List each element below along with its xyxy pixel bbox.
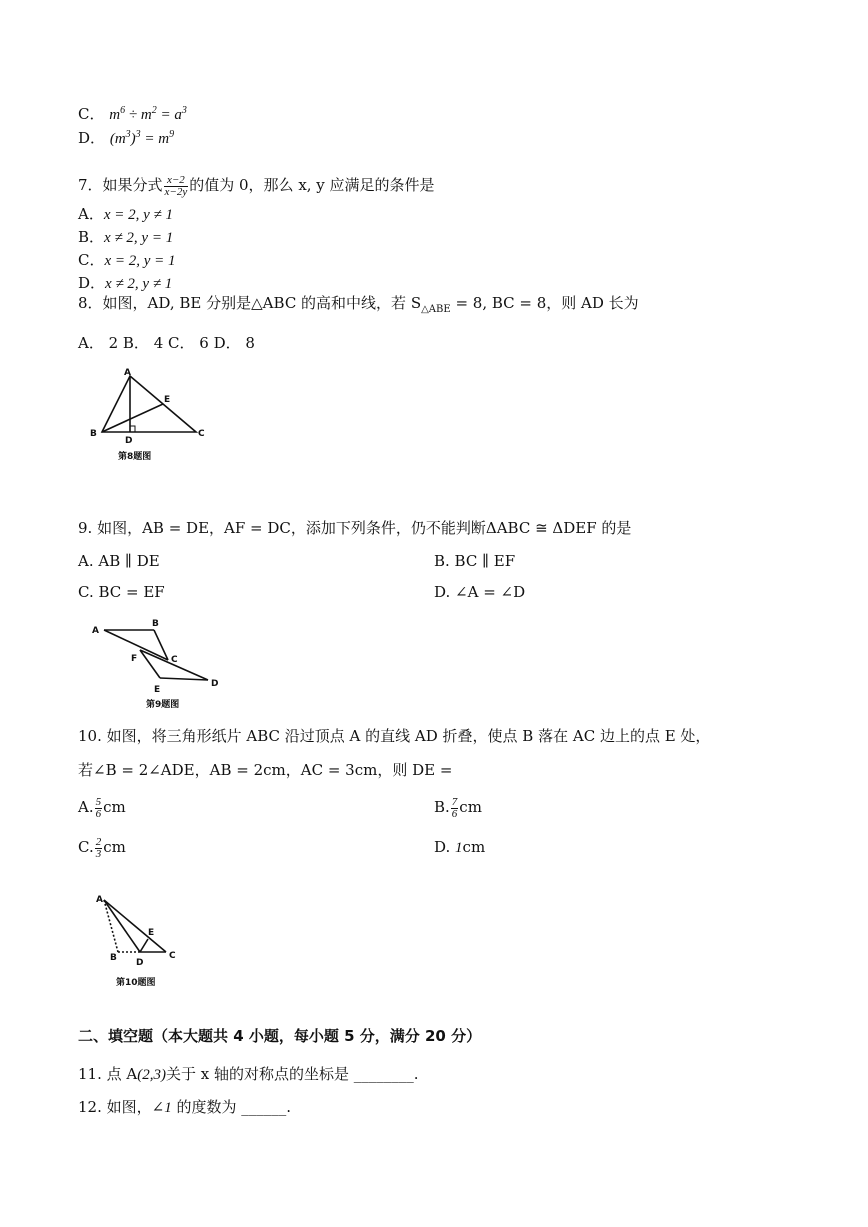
q10-figure bbox=[96, 890, 196, 990]
q9-figure bbox=[88, 616, 228, 716]
label-f: F bbox=[131, 654, 138, 664]
q8-stem: 8．如图，AD, BE 分别是△ABC 的高和中线，若 $S_{\triangle ABE} = 8$, BC = 8，则 AD 长为 bbox=[78, 294, 639, 315]
option-label: C． bbox=[78, 105, 105, 123]
label-c: C bbox=[198, 429, 205, 439]
label-e: E bbox=[164, 395, 171, 405]
q10-option-a: A. $\frac{5}{6}$ cm bbox=[78, 795, 126, 820]
q6-d-expr: $(m^3)^3 = m^9$ bbox=[109, 129, 175, 147]
triangle-abc bbox=[102, 376, 196, 432]
q7-prefix: 7．如果分式 bbox=[78, 176, 163, 194]
label-e: E bbox=[154, 685, 161, 695]
q8-fig-caption: 第8题图 bbox=[118, 452, 152, 462]
option-label: D． bbox=[78, 129, 106, 147]
q10-option-d: D. 1cm bbox=[434, 838, 486, 856]
q7-stem bbox=[78, 172, 435, 198]
section-title: 二、填空题（本大题共 4 小题，每小题 5 分，满分 20 分） bbox=[78, 1027, 482, 1045]
label-d: D bbox=[211, 679, 219, 689]
segment-ed bbox=[160, 678, 208, 680]
q7-fraction: $\frac{x-2}{x-2y}$ bbox=[164, 173, 188, 198]
q6-c-expr: $m^6 \div m^2 = a^3$ bbox=[109, 105, 187, 123]
q10-stem-line2: 若∠B = 2∠ADE，AB = 2cm，AC = 3cm，则 DE = bbox=[78, 761, 453, 779]
q9-option-d: D. ∠A = ∠D bbox=[434, 583, 526, 601]
q11: 11. 点 A(2,3)关于 x 轴的对称点的坐标是 ________. bbox=[78, 1065, 419, 1083]
label-b: B bbox=[90, 429, 97, 439]
q9-fig-caption: 第9题图 bbox=[146, 700, 180, 710]
label-b: B bbox=[110, 953, 117, 963]
q7-option-b: B．x ≠ 2, y = 1 bbox=[78, 228, 174, 246]
q12: 12. 如图，∠1 的度数为 ______. bbox=[78, 1098, 292, 1116]
label-d: D bbox=[136, 958, 144, 968]
q10-option-b: B. $\frac{7}{6}$ cm bbox=[434, 795, 482, 820]
q7-option-d: D．x ≠ 2, y ≠ 1 bbox=[78, 274, 173, 292]
label-c: C bbox=[169, 951, 176, 961]
q7-suffix: 的值为 0，那么 x, y 应满足的条件是 bbox=[189, 176, 435, 194]
segment-de bbox=[140, 939, 148, 952]
q7-option-a: A．x = 2, y ≠ 1 bbox=[78, 205, 174, 223]
q8-options: A． 2 B． 4 C． 6 D． 8 bbox=[78, 334, 255, 352]
q9-stem: 9. 如图，AB = DE，AF = DC，添加下列条件，仍不能判断ΔABC ≅ ΔDEF 的是 bbox=[78, 519, 632, 537]
q6-option-d bbox=[78, 128, 174, 149]
q9-option-b: B. BC ∥ EF bbox=[434, 552, 516, 570]
q10-option-c: C. $\frac{2}{3}$ cm bbox=[78, 835, 126, 860]
q6-option-c bbox=[78, 104, 187, 125]
label-b: B bbox=[152, 619, 159, 629]
segment-ab-dotted bbox=[104, 900, 118, 952]
label-d: D bbox=[125, 436, 133, 446]
label-a: A bbox=[92, 626, 99, 636]
label-a: A bbox=[96, 895, 103, 905]
q10-stem-line1: 10. 如图，将三角形纸片 ABC 沿过顶点 A 的直线 AD 折叠，使点 B 落在 AC 边上的点 E 处， bbox=[78, 727, 711, 745]
q9-option-a: A. AB ∥ DE bbox=[78, 552, 160, 570]
q7-option-c: C．x = 2, y = 1 bbox=[78, 251, 176, 269]
q9-option-c: C. BC = EF bbox=[78, 583, 165, 601]
label-c: C bbox=[171, 655, 178, 665]
q10-fig-caption: 第10题图 bbox=[116, 978, 156, 988]
q8-figure bbox=[88, 366, 218, 466]
median-be bbox=[102, 404, 163, 432]
label-e: E bbox=[148, 928, 155, 938]
segment-bc bbox=[154, 630, 168, 660]
label-a: A bbox=[124, 368, 131, 378]
